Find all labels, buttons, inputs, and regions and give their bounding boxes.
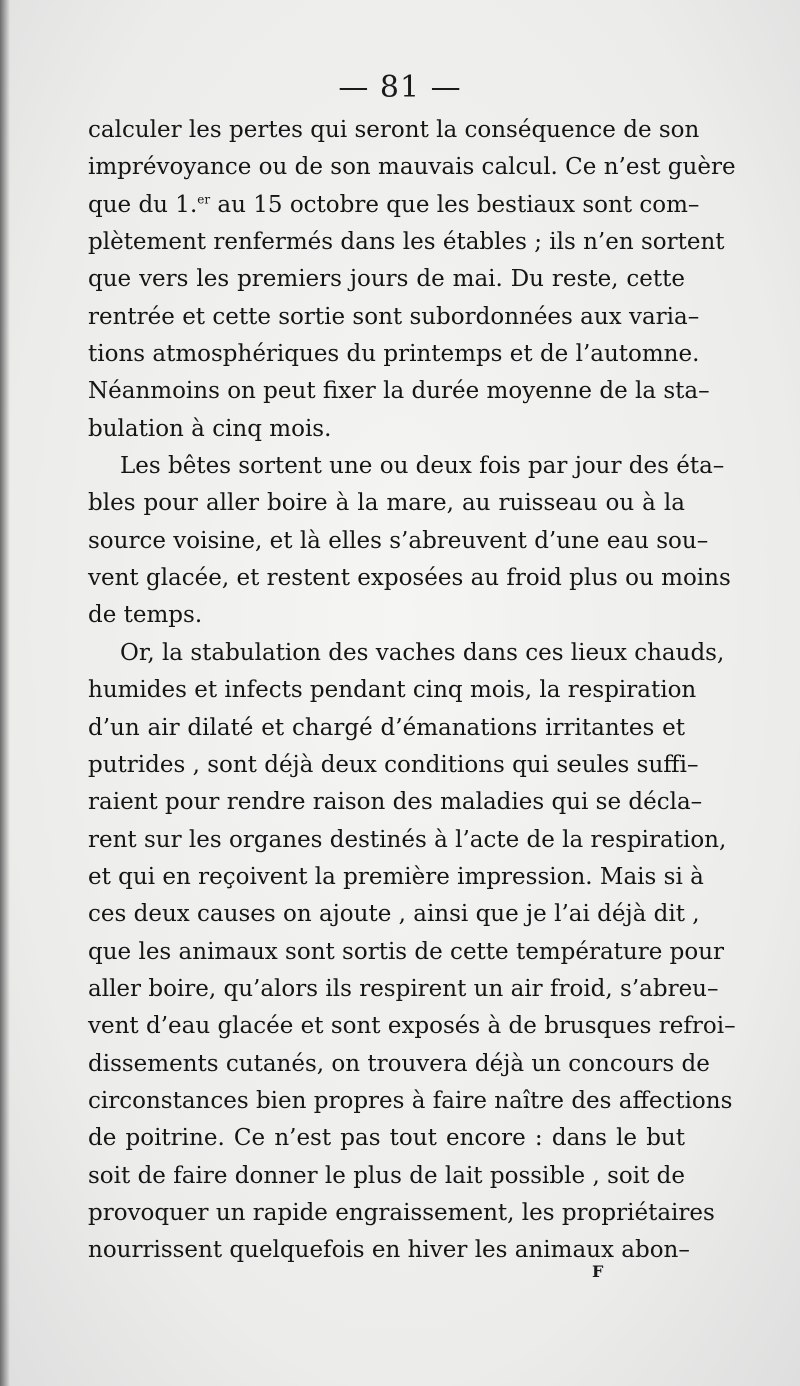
text-line: bles pour aller boire à la mare, au ruisseau ou à la xyxy=(88,490,685,517)
text-line: de temps. xyxy=(88,602,203,629)
body-text xyxy=(88,112,736,1270)
page-edge-shadow xyxy=(0,0,10,1386)
text-line: putrides , sont déjà deux conditions qui seules suffi– xyxy=(88,751,699,778)
text-line: raient pour rendre raison des maladies qui se décla– xyxy=(88,789,703,816)
text-line: que du 1.$^{er}$ au 15 octobre que les bestiaux sont com– xyxy=(88,191,700,218)
text-line: que vers les premiers jours de mai. Du reste, cette xyxy=(88,266,685,293)
text-line: et qui en reçoivent la première impression. Mais si à xyxy=(88,863,704,890)
text-line: Néanmoins on peut fixer la durée moyenne de la sta– xyxy=(88,378,710,405)
text-line: imprévoyance ou de son mauvais calcul. Ce n’est guère xyxy=(88,154,736,181)
text-line: dissements cutanés, on trouvera déjà un concours de xyxy=(88,1050,710,1077)
text-line: rentrée et cette sortie sont subordonnées aux varia– xyxy=(88,303,700,330)
text-line: circonstances bien propres à faire naître des affections xyxy=(88,1087,733,1114)
text-line: d’un air dilaté et chargé d’émanations irritantes et xyxy=(88,714,685,741)
text-line: nourrissent quelquefois en hiver les animaux abon– xyxy=(88,1237,690,1264)
text-line: plètement renfermés dans les étables ; ils n’en sortent xyxy=(88,229,725,256)
text-line: provoquer un rapide engraissement, les propriétaires xyxy=(88,1199,715,1226)
text-line: source voisine, et là elles s’abreuvent d’une eau sou– xyxy=(88,527,709,554)
text-line: calculer les pertes qui seront la conséquence de son xyxy=(88,117,700,143)
text-line: ces deux causes on ajoute , ainsi que je l’ai déjà dit , xyxy=(88,901,700,928)
text-line: vent d’eau glacée et sont exposés à de brusques refroi– xyxy=(88,1013,736,1040)
text-line: aller boire, qu’alors ils respirent un air froid, s’abreu– xyxy=(88,975,719,1002)
text-line: Les bêtes sortent une ou deux fois par jour des éta– xyxy=(120,453,725,480)
text-line: de poitrine. Ce n’est pas tout encore : dans le but xyxy=(88,1125,685,1152)
text-line: que les animaux sont sortis de cette température pour xyxy=(88,938,725,965)
text-line: rent sur les organes destinés à l’acte de la respiration, xyxy=(88,826,727,853)
text-line: Or, la stabulation des vaches dans ces lieux chauds, xyxy=(120,639,725,666)
signature-mark: F xyxy=(592,1262,604,1281)
text-line: vent glacée, et restent exposées au froid plus ou moins xyxy=(88,565,731,592)
text-line: tions atmosphériques du printemps et de l’automne. xyxy=(88,341,700,368)
text-line: humides et infects pendant cinq mois, la respiration xyxy=(88,677,697,704)
text-line: bulation à cinq mois. xyxy=(88,415,332,442)
page-number: — 81 — xyxy=(338,70,462,105)
text-line: soit de faire donner le plus de lait possible , soit de xyxy=(88,1162,685,1189)
